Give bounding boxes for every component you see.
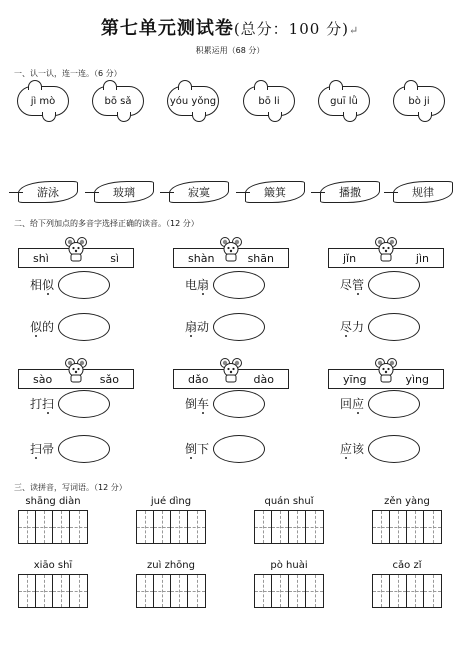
section1-heading: 一、认一认，连一连。（6 分） <box>14 69 122 78</box>
writing-cell[interactable] <box>373 575 390 607</box>
pinyin-prompt: shāng diàn <box>25 496 81 507</box>
pinyin-prompt: pò huài <box>270 560 308 571</box>
polyphone-word: 回应 <box>340 397 365 411</box>
writing-cell[interactable] <box>255 575 272 607</box>
answer-oval[interactable] <box>213 313 265 341</box>
emphasis-dot <box>190 335 192 337</box>
writing-cell[interactable] <box>306 511 323 543</box>
writing-cell[interactable] <box>272 511 289 543</box>
answer-oval[interactable] <box>368 271 420 299</box>
writing-cell[interactable] <box>289 575 306 607</box>
mouse-icon <box>220 357 242 383</box>
mouse-icon <box>220 236 242 262</box>
writing-grid <box>254 574 324 608</box>
mouse-icon <box>375 236 397 262</box>
polyphone-word: 倒车 <box>185 397 210 411</box>
leaf-word[interactable]: 寂寞 <box>169 181 229 203</box>
polyphone-word: 打扫 <box>30 397 55 411</box>
return-mark: ↵ <box>348 24 360 37</box>
section3-heading: 三、读拼音，写词语。（12 分） <box>14 483 127 492</box>
pinyin-option-right[interactable]: sì <box>110 252 119 265</box>
pinyin-prompt: zuì zhōng <box>147 560 195 571</box>
pinyin-option-left[interactable]: sào <box>33 373 53 386</box>
writing-cell[interactable] <box>171 575 188 607</box>
writing-cell[interactable] <box>137 511 154 543</box>
emphasis-dot <box>202 293 204 295</box>
writing-cell[interactable] <box>424 511 441 543</box>
title-main: 第七单元测试卷 <box>100 18 234 39</box>
polyphone-word: 尽力 <box>340 320 365 334</box>
writing-cell[interactable] <box>407 575 424 607</box>
writing-cell[interactable] <box>289 511 306 543</box>
page-title <box>0 14 460 40</box>
answer-oval[interactable] <box>213 390 265 418</box>
cloud-pinyin[interactable]: bō sǎ <box>92 86 144 116</box>
emphasis-dot <box>47 293 49 295</box>
section2-heading: 二、给下列加点的多音字选择正确的读音。（12 分） <box>14 219 199 228</box>
emphasis-dot <box>345 335 347 337</box>
writing-cell[interactable] <box>53 511 70 543</box>
pinyin-option-left[interactable]: jǐn <box>343 252 357 265</box>
answer-oval[interactable] <box>368 390 420 418</box>
emphasis-dot <box>35 335 37 337</box>
writing-grid <box>136 574 206 608</box>
pinyin-prompt: jué dìng <box>150 496 192 507</box>
emphasis-dot <box>47 412 49 414</box>
writing-grid <box>18 510 88 544</box>
emphasis-dot <box>202 412 204 414</box>
pinyin-prompt: quán shuǐ <box>264 496 314 507</box>
emphasis-dot <box>357 293 359 295</box>
writing-cell[interactable] <box>154 575 171 607</box>
pinyin-option-left[interactable]: shàn <box>188 252 215 265</box>
writing-grid <box>254 510 324 544</box>
writing-grid <box>136 510 206 544</box>
pinyin-option-right[interactable]: shān <box>247 252 274 265</box>
writing-cell[interactable] <box>137 575 154 607</box>
emphasis-dot <box>357 412 359 414</box>
cloud-pinyin[interactable]: yóu yǒng <box>167 86 219 116</box>
polyphone-word: 相似 <box>30 278 55 292</box>
cloud-pinyin[interactable]: bò ji <box>393 86 445 116</box>
emphasis-dot <box>35 457 37 459</box>
answer-oval[interactable] <box>213 435 265 463</box>
writing-cell[interactable] <box>188 511 205 543</box>
writing-cell[interactable] <box>373 511 390 543</box>
answer-oval[interactable] <box>58 390 110 418</box>
writing-cell[interactable] <box>390 511 407 543</box>
answer-oval[interactable] <box>58 435 110 463</box>
writing-cell[interactable] <box>272 575 289 607</box>
emphasis-dot <box>345 457 347 459</box>
answer-oval[interactable] <box>58 313 110 341</box>
answer-oval[interactable] <box>368 435 420 463</box>
answer-oval[interactable] <box>58 271 110 299</box>
writing-cell[interactable] <box>390 575 407 607</box>
pinyin-option-right[interactable]: yìng <box>405 373 429 386</box>
leaf-word[interactable]: 玻璃 <box>94 181 154 203</box>
polyphone-word: 倒下 <box>185 442 210 456</box>
writing-cell[interactable] <box>188 575 205 607</box>
pinyin-prompt: zěn yàng <box>384 496 430 507</box>
polyphone-word: 应该 <box>340 442 365 456</box>
polyphone-word: 电扇 <box>185 278 210 292</box>
polyphone-word: 似的 <box>30 320 55 334</box>
section-subtitle: 积累运用（68 分） <box>195 46 265 55</box>
cloud-pinyin[interactable]: jì mò <box>17 86 69 116</box>
leaf-word[interactable]: 播撒 <box>320 181 380 203</box>
pinyin-prompt: cǎo zǐ <box>392 560 422 571</box>
pinyin-option-left[interactable]: yīng <box>343 373 367 386</box>
pinyin-option-left[interactable]: shì <box>33 252 49 265</box>
writing-grid <box>372 574 442 608</box>
answer-oval[interactable] <box>368 313 420 341</box>
pinyin-prompt: xiāo shī <box>33 560 73 571</box>
pinyin-option-right[interactable]: jìn <box>415 252 429 265</box>
polyphone-word: 扇动 <box>185 320 210 334</box>
writing-cell[interactable] <box>154 511 171 543</box>
writing-cell[interactable] <box>36 575 53 607</box>
emphasis-dot <box>190 457 192 459</box>
writing-cell[interactable] <box>171 511 188 543</box>
mouse-icon <box>65 236 87 262</box>
writing-cell[interactable] <box>70 575 87 607</box>
pinyin-option-right[interactable]: dào <box>253 373 274 386</box>
cloud-pinyin[interactable]: bō li <box>243 86 295 116</box>
polyphone-word: 扫帚 <box>30 442 55 456</box>
writing-cell[interactable] <box>19 575 36 607</box>
mouse-icon <box>65 357 87 383</box>
leaf-word[interactable]: 游泳 <box>18 181 78 203</box>
title-score: (总分：100 分) <box>233 20 349 38</box>
leaf-word[interactable]: 簸箕 <box>245 181 305 203</box>
answer-oval[interactable] <box>213 271 265 299</box>
mouse-icon <box>375 357 397 383</box>
pinyin-option-left[interactable]: dǎo <box>188 373 209 386</box>
writing-cell[interactable] <box>36 511 53 543</box>
writing-cell[interactable] <box>53 575 70 607</box>
writing-cell[interactable] <box>19 511 36 543</box>
pinyin-option-right[interactable]: sǎo <box>99 373 119 386</box>
writing-cell[interactable] <box>70 511 87 543</box>
leaf-word[interactable]: 规律 <box>393 181 453 203</box>
writing-cell[interactable] <box>306 575 323 607</box>
polyphone-word: 尽管 <box>340 278 365 292</box>
writing-cell[interactable] <box>255 511 272 543</box>
writing-cell[interactable] <box>407 511 424 543</box>
writing-grid <box>18 574 88 608</box>
cloud-pinyin[interactable]: guī lǜ <box>318 86 370 116</box>
writing-cell[interactable] <box>424 575 441 607</box>
writing-grid <box>372 510 442 544</box>
